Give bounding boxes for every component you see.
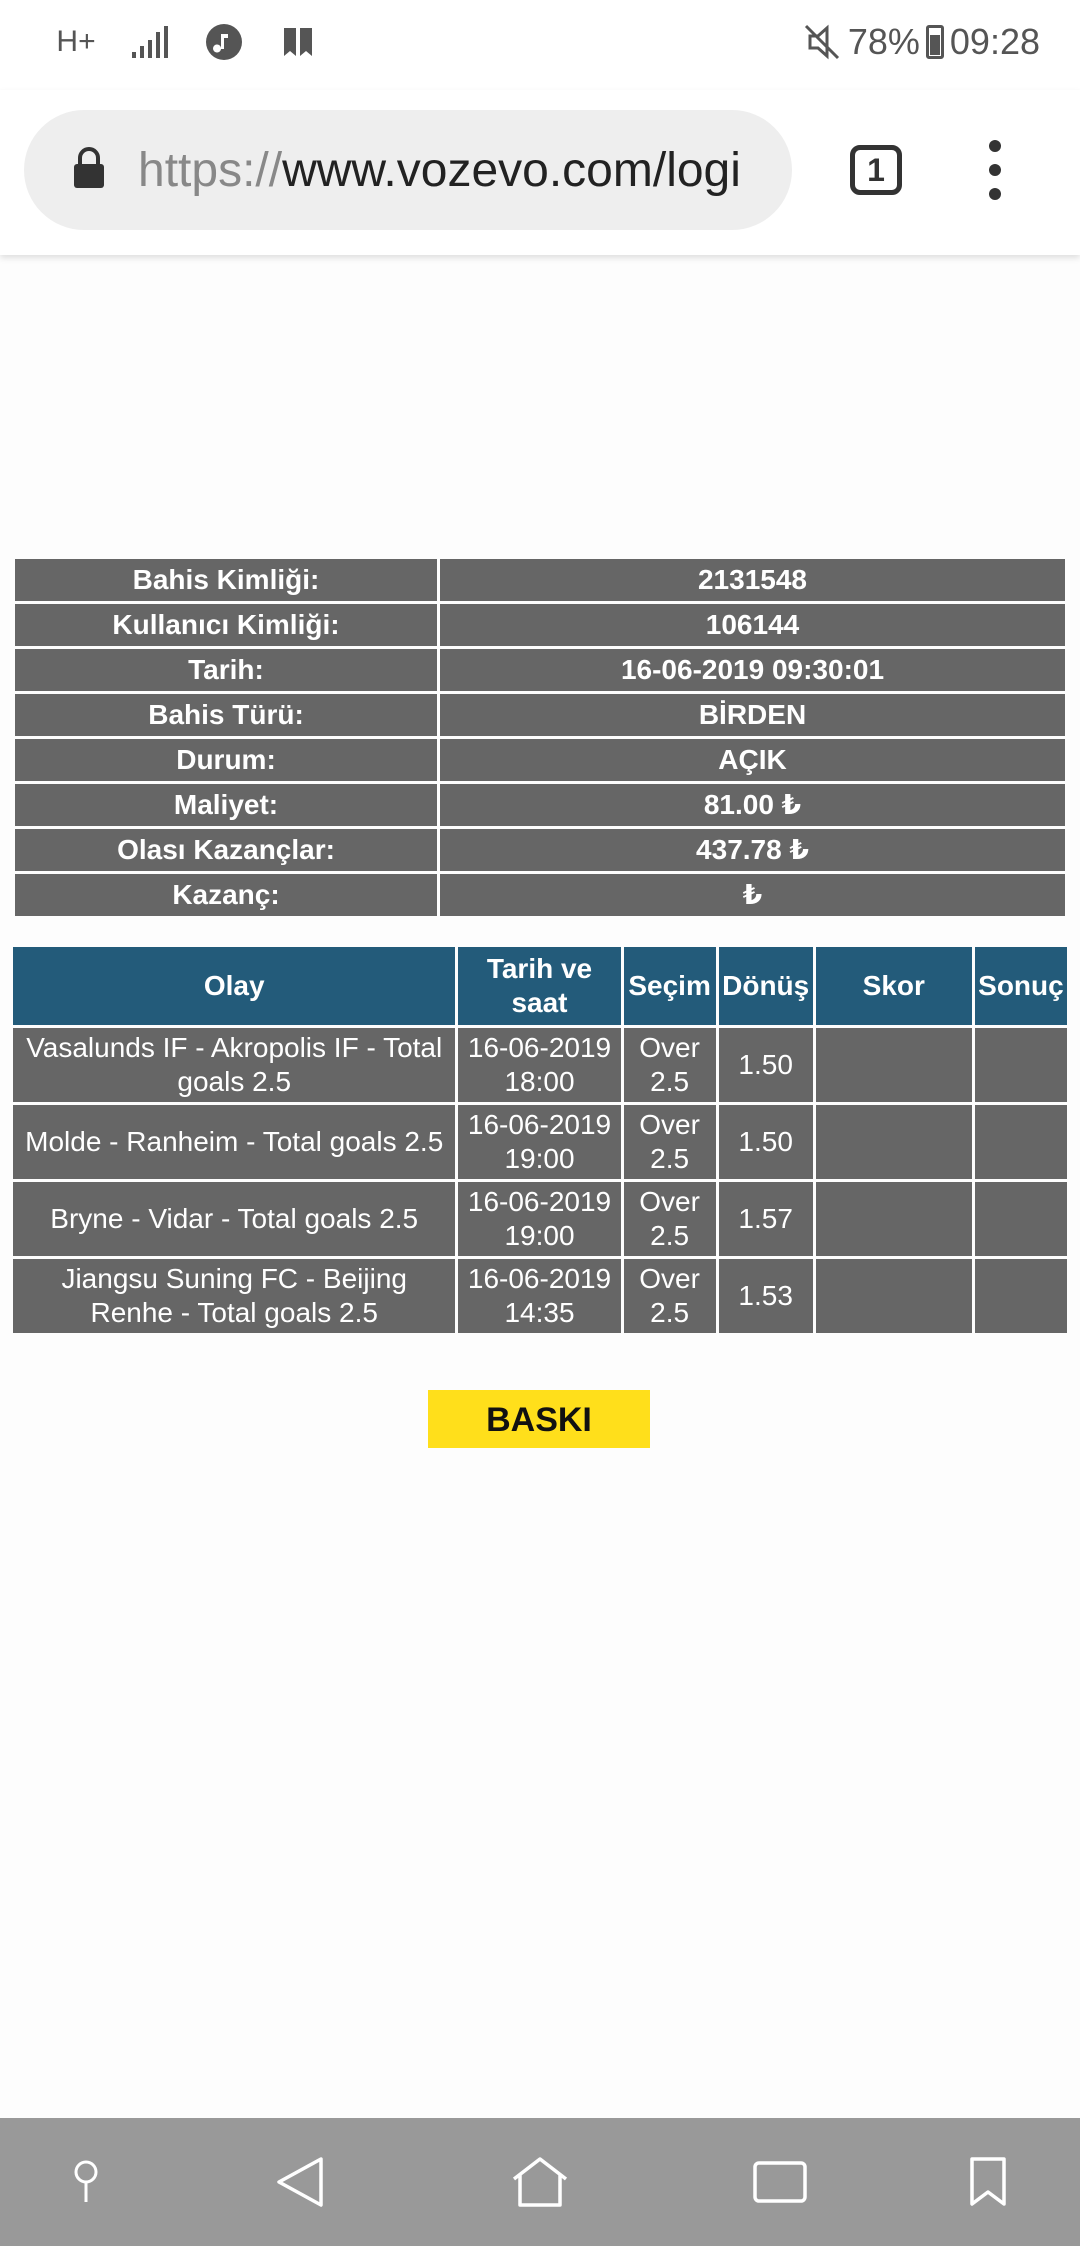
- bet-info-row: [15, 739, 1065, 781]
- url-host: www.vozevo.com/logi: [282, 144, 741, 197]
- navigation-bar: [0, 2118, 1080, 2246]
- url-scheme: https://: [138, 144, 283, 197]
- recents-icon[interactable]: [750, 2152, 810, 2212]
- bet-info-value: 437.78 ₺: [440, 829, 1065, 871]
- home-icon[interactable]: [510, 2152, 570, 2212]
- table-row: [13, 1182, 1067, 1256]
- bets-header-row: [13, 947, 1067, 1025]
- bet-score: [816, 1105, 972, 1179]
- bet-event: Molde - Ranheim - Total goals 2.5: [13, 1105, 455, 1179]
- table-row: [13, 1028, 1067, 1102]
- bet-result: [975, 1105, 1067, 1179]
- table-row: [13, 1105, 1067, 1179]
- bet-info-row: [15, 649, 1065, 691]
- bet-selection: Over 2.5: [624, 1259, 716, 1333]
- bet-info-value: 81.00 ₺: [440, 784, 1065, 826]
- print-button[interactable]: BASKI: [428, 1390, 650, 1448]
- bet-selection: Over 2.5: [624, 1182, 716, 1256]
- url-text[interactable]: [138, 138, 788, 204]
- bet-odds: 1.57: [719, 1182, 813, 1256]
- bet-result: [975, 1028, 1067, 1102]
- bet-event: Jiangsu Suning FC - Beijing Renhe - Total goals 2.5: [13, 1259, 455, 1333]
- back-icon[interactable]: [270, 2152, 330, 2212]
- bet-datetime: 16-06-2019 19:00: [458, 1105, 620, 1179]
- bet-info-value: 16-06-2019 09:30:01: [440, 649, 1065, 691]
- network-type-icon: H+: [56, 25, 96, 58]
- bet-info-value: BİRDEN: [440, 694, 1065, 736]
- battery-icon: [926, 25, 944, 59]
- bet-info-label: Kullanıcı Kimliği:: [15, 604, 437, 646]
- bet-odds: 1.50: [719, 1105, 813, 1179]
- clock: 09:28: [949, 21, 1040, 62]
- bets-table: [10, 944, 1070, 1336]
- bet-info-row: [15, 694, 1065, 736]
- bet-info-value: ₺: [440, 874, 1065, 916]
- pin-icon[interactable]: [56, 2152, 116, 2212]
- address-bar[interactable]: [24, 110, 792, 230]
- bet-score: [816, 1028, 972, 1102]
- bet-score: [816, 1259, 972, 1333]
- battery-percent: 78%: [847, 21, 920, 62]
- bet-score: [816, 1182, 972, 1256]
- header-selection: Seçim: [624, 947, 716, 1025]
- bet-info-row: [15, 604, 1065, 646]
- header-odds: Dönüş: [719, 947, 813, 1025]
- bet-info-label: Olası Kazançlar:: [15, 829, 437, 871]
- status-bar: [0, 0, 1080, 90]
- header-event: Olay: [13, 947, 455, 1025]
- bet-info-row: [15, 829, 1065, 871]
- bet-event: Vasalunds IF - Akropolis IF - Total goals 2.5: [13, 1028, 455, 1102]
- bet-info-label: Bahis Türü:: [15, 694, 437, 736]
- bet-datetime: 16-06-2019 18:00: [458, 1028, 620, 1102]
- bet-event: Bryne - Vidar - Total goals 2.5: [13, 1182, 455, 1256]
- bet-info-label: Durum:: [15, 739, 437, 781]
- bet-odds: 1.53: [719, 1259, 813, 1333]
- overflow-menu-icon[interactable]: [980, 140, 1010, 200]
- header-result: Sonuç: [975, 947, 1067, 1025]
- bet-info-label: Maliyet:: [15, 784, 437, 826]
- bet-odds: 1.50: [719, 1028, 813, 1102]
- mute-icon: [802, 20, 842, 64]
- bet-result: [975, 1259, 1067, 1333]
- bet-selection: Over 2.5: [624, 1105, 716, 1179]
- bet-info-label: Bahis Kimliği:: [15, 559, 437, 601]
- header-score: Skor: [816, 947, 972, 1025]
- bet-info-value: 106144: [440, 604, 1065, 646]
- music-icon: [204, 20, 244, 64]
- bet-info-row: [15, 874, 1065, 916]
- bet-info-table: [12, 556, 1068, 919]
- bet-info-row: [15, 559, 1065, 601]
- bet-info-value: AÇIK: [440, 739, 1065, 781]
- bookmark-icon[interactable]: [958, 2152, 1018, 2212]
- bet-selection: Over 2.5: [624, 1028, 716, 1102]
- bet-datetime: 16-06-2019 14:35: [458, 1259, 620, 1333]
- table-row: [13, 1259, 1067, 1333]
- bet-info-value: 2131548: [440, 559, 1065, 601]
- bet-datetime: 16-06-2019 19:00: [458, 1182, 620, 1256]
- bet-result: [975, 1182, 1067, 1256]
- header-datetime: Tarih ve saat: [458, 947, 620, 1025]
- lock-icon: [72, 146, 106, 195]
- bet-info-row: [15, 784, 1065, 826]
- bet-info-label: Tarih:: [15, 649, 437, 691]
- signal-icon: [130, 20, 170, 64]
- browser-toolbar: [0, 90, 1080, 255]
- bet-info-label: Kazanç:: [15, 874, 437, 916]
- tab-switcher-button[interactable]: 1: [850, 145, 902, 195]
- books-icon: [278, 20, 318, 64]
